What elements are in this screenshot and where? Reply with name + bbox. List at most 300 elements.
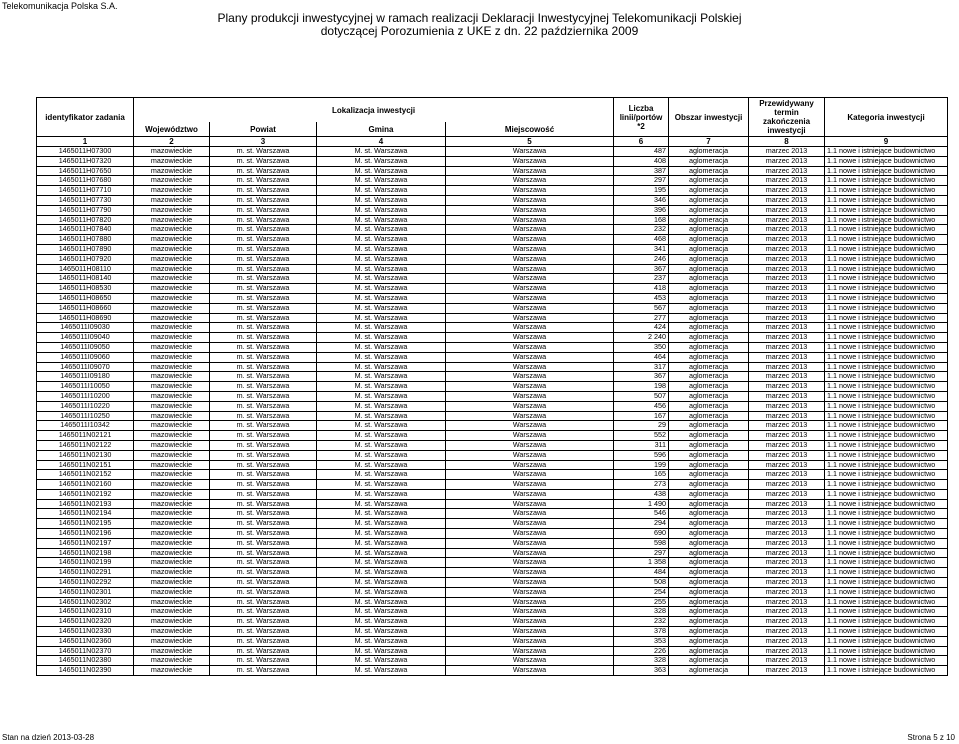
cell-category: 1.1 nowe i istniejące budownictwo: [825, 499, 948, 509]
cell-area: aglomeracja: [669, 313, 749, 323]
cell-commune: M. st. Warszawa: [317, 342, 446, 352]
cell-id: 1465011I10250: [37, 411, 134, 421]
cell-county: m. st. Warszawa: [210, 401, 317, 411]
cell-category: 1.1 nowe i istniejące budownictwo: [825, 519, 948, 529]
table-row: [37, 627, 948, 637]
cell-county: m. st. Warszawa: [210, 284, 317, 294]
cell-voivodeship: mazowieckie: [134, 617, 210, 627]
cell-commune: M. st. Warszawa: [317, 401, 446, 411]
table-row: [37, 646, 948, 656]
cell-lines: 328: [614, 607, 669, 617]
cell-area: aglomeracja: [669, 205, 749, 215]
cell-county: m. st. Warszawa: [210, 323, 317, 333]
cell-locality: Warszawa: [446, 254, 614, 264]
cell-id: 1465011H07880: [37, 235, 134, 245]
cell-id: 1465011H07320: [37, 156, 134, 166]
cell-commune: M. st. Warszawa: [317, 538, 446, 548]
cell-lines: 277: [614, 313, 669, 323]
cell-commune: M. st. Warszawa: [317, 244, 446, 254]
cell-category: 1.1 nowe i istniejące budownictwo: [825, 440, 948, 450]
cell-id: 1465011N02160: [37, 480, 134, 490]
cell-id: 1465011H07840: [37, 225, 134, 235]
cell-id: 1465011N02291: [37, 568, 134, 578]
cell-id: 1465011N02380: [37, 656, 134, 666]
cell-voivodeship: mazowieckie: [134, 460, 210, 470]
cell-commune: M. st. Warszawa: [317, 195, 446, 205]
cell-lines: 363: [614, 666, 669, 676]
cell-locality: Warszawa: [446, 166, 614, 176]
cell-commune: M. st. Warszawa: [317, 254, 446, 264]
table-row: [37, 372, 948, 382]
cell-area: aglomeracja: [669, 519, 749, 529]
cell-locality: Warszawa: [446, 235, 614, 245]
cell-commune: M. st. Warszawa: [317, 284, 446, 294]
page-number: Strona 5 z 10: [907, 733, 955, 742]
cell-county: m. st. Warszawa: [210, 509, 317, 519]
cell-locality: Warszawa: [446, 627, 614, 637]
cell-locality: Warszawa: [446, 636, 614, 646]
cell-lines: 387: [614, 166, 669, 176]
cell-deadline: marzec 2013: [749, 440, 825, 450]
cell-commune: M. st. Warszawa: [317, 303, 446, 313]
cell-commune: M. st. Warszawa: [317, 411, 446, 421]
cell-lines: 456: [614, 401, 669, 411]
cell-area: aglomeracja: [669, 333, 749, 343]
cell-commune: M. st. Warszawa: [317, 470, 446, 480]
cell-voivodeship: mazowieckie: [134, 519, 210, 529]
cell-county: m. st. Warszawa: [210, 411, 317, 421]
cell-id: 1465011I10200: [37, 391, 134, 401]
table-row: [37, 274, 948, 284]
cell-category: 1.1 nowe i istniejące budownictwo: [825, 470, 948, 480]
cell-lines: 596: [614, 450, 669, 460]
cell-voivodeship: mazowieckie: [134, 205, 210, 215]
cell-area: aglomeracja: [669, 440, 749, 450]
cell-deadline: marzec 2013: [749, 421, 825, 431]
table-row: [37, 235, 948, 245]
table-row: [37, 333, 948, 343]
cell-category: 1.1 nowe i istniejące budownictwo: [825, 166, 948, 176]
cell-voivodeship: mazowieckie: [134, 244, 210, 254]
cell-lines: 690: [614, 529, 669, 539]
cell-lines: 418: [614, 284, 669, 294]
cell-voivodeship: mazowieckie: [134, 538, 210, 548]
investment-table: [36, 97, 948, 676]
cell-category: 1.1 nowe i istniejące budownictwo: [825, 666, 948, 676]
table-row: [37, 147, 948, 157]
cell-voivodeship: mazowieckie: [134, 176, 210, 186]
column-number: 2: [134, 137, 210, 147]
cell-voivodeship: mazowieckie: [134, 284, 210, 294]
cell-id: 1465011H08110: [37, 264, 134, 274]
cell-area: aglomeracja: [669, 303, 749, 313]
cell-id: 1465011N02310: [37, 607, 134, 617]
cell-id: 1465011N02151: [37, 460, 134, 470]
table-row: [37, 578, 948, 588]
cell-voivodeship: mazowieckie: [134, 225, 210, 235]
cell-commune: M. st. Warszawa: [317, 166, 446, 176]
cell-id: 1465011N02194: [37, 509, 134, 519]
cell-deadline: marzec 2013: [749, 568, 825, 578]
cell-category: 1.1 nowe i istniejące budownictwo: [825, 607, 948, 617]
cell-id: 1465011I09180: [37, 372, 134, 382]
header-locality: Miejscowość: [446, 122, 614, 137]
cell-lines: 246: [614, 254, 669, 264]
cell-area: aglomeracja: [669, 147, 749, 157]
cell-area: aglomeracja: [669, 411, 749, 421]
table-row: [37, 587, 948, 597]
cell-area: aglomeracja: [669, 460, 749, 470]
cell-category: 1.1 nowe i istniejące budownictwo: [825, 205, 948, 215]
table-row: [37, 460, 948, 470]
cell-category: 1.1 nowe i istniejące budownictwo: [825, 489, 948, 499]
cell-voivodeship: mazowieckie: [134, 186, 210, 196]
cell-voivodeship: mazowieckie: [134, 627, 210, 637]
cell-voivodeship: mazowieckie: [134, 372, 210, 382]
cell-deadline: marzec 2013: [749, 627, 825, 637]
cell-area: aglomeracja: [669, 274, 749, 284]
cell-commune: M. st. Warszawa: [317, 156, 446, 166]
cell-area: aglomeracja: [669, 529, 749, 539]
table-row: [37, 519, 948, 529]
cell-lines: 508: [614, 578, 669, 588]
cell-voivodeship: mazowieckie: [134, 636, 210, 646]
cell-deadline: marzec 2013: [749, 431, 825, 441]
cell-lines: 1 490: [614, 499, 669, 509]
cell-locality: Warszawa: [446, 411, 614, 421]
cell-lines: 255: [614, 597, 669, 607]
cell-area: aglomeracja: [669, 391, 749, 401]
cell-category: 1.1 nowe i istniejące budownictwo: [825, 558, 948, 568]
table-row: [37, 313, 948, 323]
cell-category: 1.1 nowe i istniejące budownictwo: [825, 195, 948, 205]
cell-area: aglomeracja: [669, 342, 749, 352]
cell-area: aglomeracja: [669, 578, 749, 588]
cell-category: 1.1 nowe i istniejące budownictwo: [825, 186, 948, 196]
cell-area: aglomeracja: [669, 195, 749, 205]
table-row: [37, 254, 948, 264]
cell-voivodeship: mazowieckie: [134, 195, 210, 205]
cell-id: 1465011I09040: [37, 333, 134, 343]
cell-voivodeship: mazowieckie: [134, 362, 210, 372]
cell-id: 1465011H07300: [37, 147, 134, 157]
cell-area: aglomeracja: [669, 470, 749, 480]
cell-locality: Warszawa: [446, 646, 614, 656]
cell-deadline: marzec 2013: [749, 156, 825, 166]
cell-id: 1465011N02122: [37, 440, 134, 450]
cell-area: aglomeracja: [669, 480, 749, 490]
cell-id: 1465011N02390: [37, 666, 134, 676]
cell-deadline: marzec 2013: [749, 323, 825, 333]
cell-lines: 353: [614, 636, 669, 646]
cell-county: m. st. Warszawa: [210, 176, 317, 186]
cell-area: aglomeracja: [669, 607, 749, 617]
cell-id: 1465011I10220: [37, 401, 134, 411]
cell-commune: M. st. Warszawa: [317, 636, 446, 646]
cell-deadline: marzec 2013: [749, 548, 825, 558]
cell-locality: Warszawa: [446, 470, 614, 480]
cell-deadline: marzec 2013: [749, 333, 825, 343]
cell-area: aglomeracja: [669, 636, 749, 646]
cell-locality: Warszawa: [446, 656, 614, 666]
cell-lines: 507: [614, 391, 669, 401]
table-row: [37, 195, 948, 205]
cell-area: aglomeracja: [669, 627, 749, 637]
cell-deadline: marzec 2013: [749, 450, 825, 460]
cell-lines: 29: [614, 421, 669, 431]
table-row: [37, 617, 948, 627]
table-row: [37, 186, 948, 196]
cell-id: 1465011N02301: [37, 587, 134, 597]
table-row: [37, 391, 948, 401]
cell-category: 1.1 nowe i istniejące budownictwo: [825, 568, 948, 578]
cell-area: aglomeracja: [669, 352, 749, 362]
table-row: [37, 597, 948, 607]
table-row: [37, 176, 948, 186]
cell-id: 1465011H08530: [37, 284, 134, 294]
cell-locality: Warszawa: [446, 529, 614, 539]
cell-locality: Warszawa: [446, 607, 614, 617]
cell-commune: M. st. Warszawa: [317, 548, 446, 558]
cell-voivodeship: mazowieckie: [134, 450, 210, 460]
cell-id: 1465011I09060: [37, 352, 134, 362]
cell-category: 1.1 nowe i istniejące budownictwo: [825, 303, 948, 313]
cell-county: m. st. Warszawa: [210, 274, 317, 284]
cell-deadline: marzec 2013: [749, 244, 825, 254]
column-number: 8: [749, 137, 825, 147]
cell-lines: 438: [614, 489, 669, 499]
table-row: [37, 352, 948, 362]
cell-lines: 367: [614, 264, 669, 274]
cell-lines: 167: [614, 411, 669, 421]
cell-id: 1465011N02360: [37, 636, 134, 646]
column-number: 1: [37, 137, 134, 147]
cell-deadline: marzec 2013: [749, 372, 825, 382]
table-row: [37, 529, 948, 539]
cell-category: 1.1 nowe i istniejące budownictwo: [825, 235, 948, 245]
cell-county: m. st. Warszawa: [210, 578, 317, 588]
cell-category: 1.1 nowe i istniejące budownictwo: [825, 627, 948, 637]
table-row: [37, 323, 948, 333]
cell-county: m. st. Warszawa: [210, 489, 317, 499]
cell-county: m. st. Warszawa: [210, 333, 317, 343]
cell-deadline: marzec 2013: [749, 186, 825, 196]
cell-category: 1.1 nowe i istniejące budownictwo: [825, 617, 948, 627]
cell-locality: Warszawa: [446, 499, 614, 509]
cell-deadline: marzec 2013: [749, 558, 825, 568]
cell-lines: 297: [614, 176, 669, 186]
cell-lines: 487: [614, 147, 669, 157]
cell-id: 1465011H07650: [37, 166, 134, 176]
cell-county: m. st. Warszawa: [210, 431, 317, 441]
cell-deadline: marzec 2013: [749, 538, 825, 548]
cell-locality: Warszawa: [446, 147, 614, 157]
cell-county: m. st. Warszawa: [210, 627, 317, 637]
cell-county: m. st. Warszawa: [210, 646, 317, 656]
page-title: [0, 12, 959, 38]
cell-id: 1465011N02302: [37, 597, 134, 607]
cell-area: aglomeracja: [669, 431, 749, 441]
cell-deadline: marzec 2013: [749, 352, 825, 362]
header-area: Obszar inwestycji: [669, 98, 749, 137]
cell-category: 1.1 nowe i istniejące budownictwo: [825, 431, 948, 441]
cell-area: aglomeracja: [669, 156, 749, 166]
cell-lines: 237: [614, 274, 669, 284]
table-row: [37, 489, 948, 499]
table-row: [37, 509, 948, 519]
cell-deadline: marzec 2013: [749, 264, 825, 274]
cell-lines: 311: [614, 440, 669, 450]
cell-id: 1465011N02197: [37, 538, 134, 548]
cell-deadline: marzec 2013: [749, 195, 825, 205]
cell-area: aglomeracja: [669, 293, 749, 303]
cell-area: aglomeracja: [669, 568, 749, 578]
cell-locality: Warszawa: [446, 244, 614, 254]
cell-area: aglomeracja: [669, 538, 749, 548]
cell-locality: Warszawa: [446, 558, 614, 568]
cell-locality: Warszawa: [446, 225, 614, 235]
cell-county: m. st. Warszawa: [210, 264, 317, 274]
cell-category: 1.1 nowe i istniejące budownictwo: [825, 323, 948, 333]
cell-locality: Warszawa: [446, 382, 614, 392]
cell-locality: Warszawa: [446, 460, 614, 470]
cell-deadline: marzec 2013: [749, 166, 825, 176]
cell-lines: 453: [614, 293, 669, 303]
column-number: 6: [614, 137, 669, 147]
cell-county: m. st. Warszawa: [210, 421, 317, 431]
cell-commune: M. st. Warszawa: [317, 421, 446, 431]
cell-voivodeship: mazowieckie: [134, 558, 210, 568]
cell-locality: Warszawa: [446, 195, 614, 205]
cell-commune: M. st. Warszawa: [317, 313, 446, 323]
cell-voivodeship: mazowieckie: [134, 587, 210, 597]
cell-voivodeship: mazowieckie: [134, 254, 210, 264]
cell-voivodeship: mazowieckie: [134, 293, 210, 303]
cell-category: 1.1 nowe i istniejące budownictwo: [825, 342, 948, 352]
cell-category: 1.1 nowe i istniejące budownictwo: [825, 529, 948, 539]
cell-deadline: marzec 2013: [749, 254, 825, 264]
cell-id: 1465011N02130: [37, 450, 134, 460]
cell-locality: Warszawa: [446, 156, 614, 166]
cell-category: 1.1 nowe i istniejące budownictwo: [825, 254, 948, 264]
cell-deadline: marzec 2013: [749, 597, 825, 607]
cell-area: aglomeracja: [669, 323, 749, 333]
cell-county: m. st. Warszawa: [210, 529, 317, 539]
cell-area: aglomeracja: [669, 646, 749, 656]
cell-commune: M. st. Warszawa: [317, 509, 446, 519]
cell-area: aglomeracja: [669, 166, 749, 176]
cell-area: aglomeracja: [669, 489, 749, 499]
cell-voivodeship: mazowieckie: [134, 431, 210, 441]
cell-county: m. st. Warszawa: [210, 519, 317, 529]
cell-lines: 408: [614, 156, 669, 166]
cell-deadline: marzec 2013: [749, 401, 825, 411]
table-row: [37, 156, 948, 166]
table-row: [37, 284, 948, 294]
cell-id: 1465011N02292: [37, 578, 134, 588]
column-number: 5: [446, 137, 614, 147]
cell-lines: 424: [614, 323, 669, 333]
cell-deadline: marzec 2013: [749, 489, 825, 499]
cell-locality: Warszawa: [446, 352, 614, 362]
cell-county: m. st. Warszawa: [210, 166, 317, 176]
cell-county: m. st. Warszawa: [210, 587, 317, 597]
cell-county: m. st. Warszawa: [210, 254, 317, 264]
table-row: [37, 244, 948, 254]
cell-lines: 552: [614, 431, 669, 441]
cell-lines: 294: [614, 519, 669, 529]
cell-category: 1.1 nowe i istniejące budownictwo: [825, 421, 948, 431]
cell-category: 1.1 nowe i istniejące budownictwo: [825, 225, 948, 235]
cell-deadline: marzec 2013: [749, 578, 825, 588]
cell-locality: Warszawa: [446, 568, 614, 578]
cell-deadline: marzec 2013: [749, 470, 825, 480]
cell-commune: M. st. Warszawa: [317, 186, 446, 196]
cell-commune: M. st. Warszawa: [317, 333, 446, 343]
cell-voivodeship: mazowieckie: [134, 480, 210, 490]
table-row: [37, 431, 948, 441]
cell-voivodeship: mazowieckie: [134, 529, 210, 539]
cell-category: 1.1 nowe i istniejące budownictwo: [825, 352, 948, 362]
table-body: [37, 147, 948, 676]
cell-lines: 195: [614, 186, 669, 196]
cell-voivodeship: mazowieckie: [134, 470, 210, 480]
cell-voivodeship: mazowieckie: [134, 568, 210, 578]
cell-id: 1465011I09030: [37, 323, 134, 333]
cell-area: aglomeracja: [669, 186, 749, 196]
cell-category: 1.1 nowe i istniejące budownictwo: [825, 587, 948, 597]
header-voivodeship: Województwo: [134, 122, 210, 137]
cell-commune: M. st. Warszawa: [317, 235, 446, 245]
cell-locality: Warszawa: [446, 333, 614, 343]
cell-voivodeship: mazowieckie: [134, 274, 210, 284]
cell-area: aglomeracja: [669, 254, 749, 264]
cell-deadline: marzec 2013: [749, 235, 825, 245]
cell-county: m. st. Warszawa: [210, 548, 317, 558]
cell-lines: 378: [614, 627, 669, 637]
cell-locality: Warszawa: [446, 666, 614, 676]
cell-county: m. st. Warszawa: [210, 186, 317, 196]
cell-commune: M. st. Warszawa: [317, 646, 446, 656]
cell-category: 1.1 nowe i istniejące budownictwo: [825, 460, 948, 470]
header-commune: Gmina: [317, 122, 446, 137]
cell-locality: Warszawa: [446, 617, 614, 627]
cell-lines: 1 358: [614, 558, 669, 568]
cell-locality: Warszawa: [446, 323, 614, 333]
cell-commune: M. st. Warszawa: [317, 323, 446, 333]
cell-county: m. st. Warszawa: [210, 303, 317, 313]
header-county: Powiat: [210, 122, 317, 137]
cell-voivodeship: mazowieckie: [134, 489, 210, 499]
table-row: [37, 166, 948, 176]
cell-commune: M. st. Warszawa: [317, 656, 446, 666]
cell-deadline: marzec 2013: [749, 391, 825, 401]
cell-voivodeship: mazowieckie: [134, 578, 210, 588]
cell-area: aglomeracja: [669, 558, 749, 568]
cell-category: 1.1 nowe i istniejące budownictwo: [825, 313, 948, 323]
table-row: [37, 558, 948, 568]
cell-category: 1.1 nowe i istniejące budownictwo: [825, 656, 948, 666]
cell-locality: Warszawa: [446, 538, 614, 548]
cell-area: aglomeracja: [669, 264, 749, 274]
cell-locality: Warszawa: [446, 421, 614, 431]
cell-county: m. st. Warszawa: [210, 617, 317, 627]
cell-voivodeship: mazowieckie: [134, 656, 210, 666]
cell-county: m. st. Warszawa: [210, 147, 317, 157]
cell-voivodeship: mazowieckie: [134, 421, 210, 431]
table-row: [37, 411, 948, 421]
table-row: [37, 607, 948, 617]
